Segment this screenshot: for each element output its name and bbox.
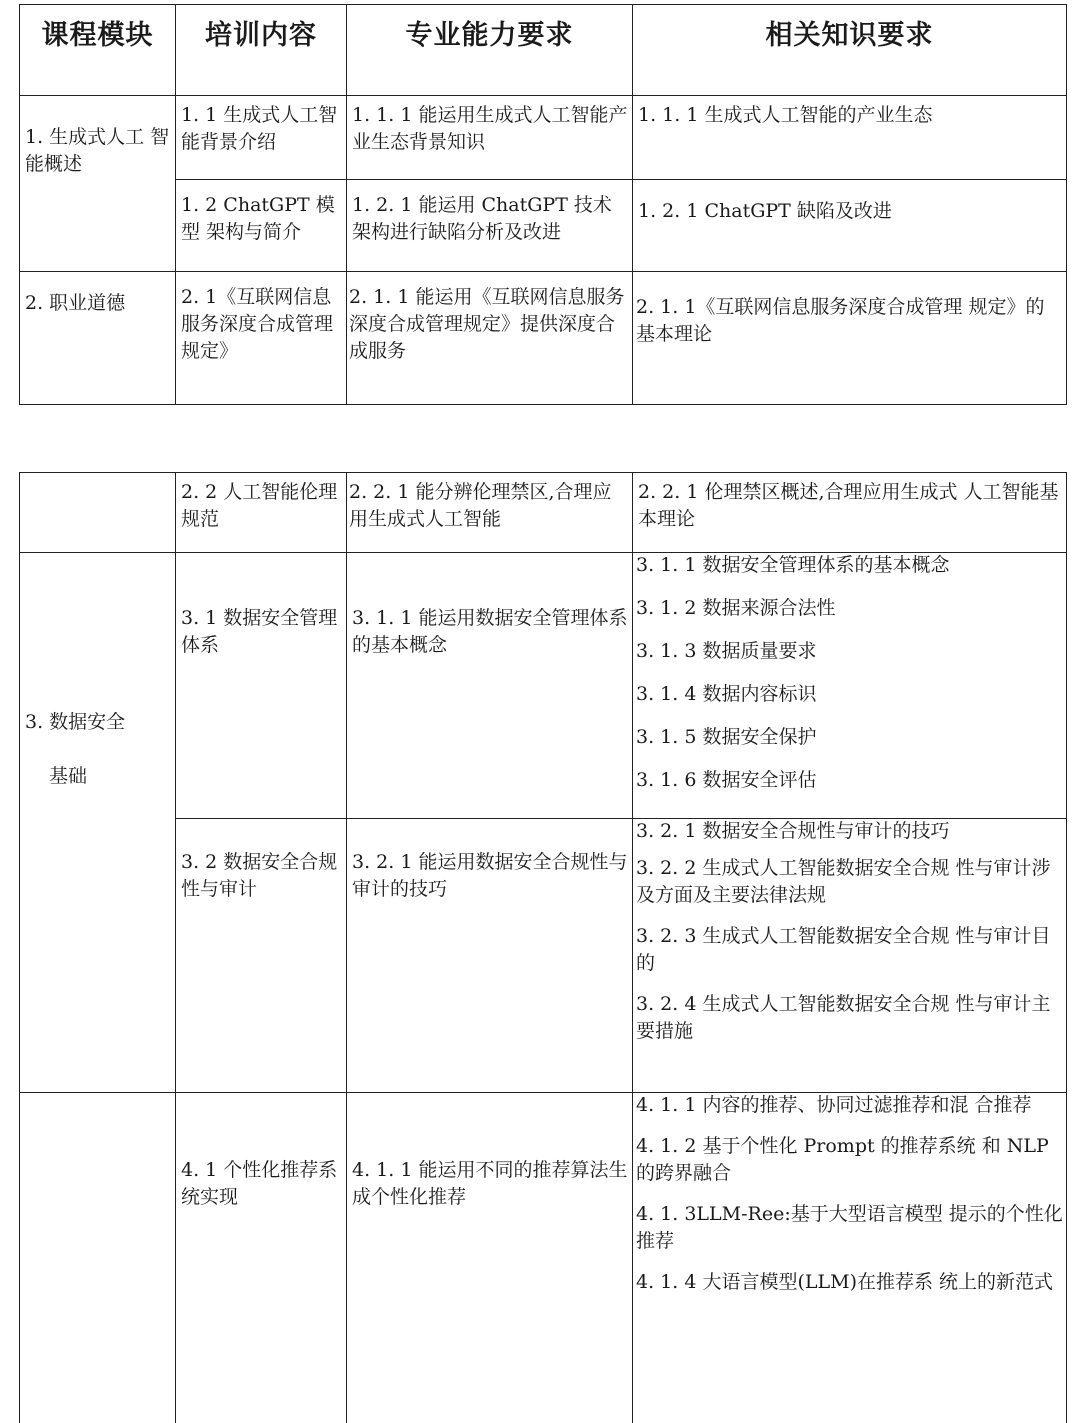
module-label: 2. 职业道德 (25, 292, 126, 314)
content-cell (176, 819, 347, 1093)
knowledge-item: 3. 1. 6 数据安全评估 (636, 769, 817, 791)
knowledge-text: 1. 1. 1 生成式人工智能的产业生态 (638, 104, 933, 126)
knowledge-cell (633, 553, 1067, 819)
knowledge-text: 2. 1. 1《互联网信息服务深度合成管理 规定》的基本理论 (636, 296, 1045, 345)
curriculum-table-top (19, 4, 1067, 405)
knowledge-text: 2. 2. 1 伦理禁区概述,合理应用生成式 人工智能基本理论 (638, 481, 1059, 530)
knowledge-cell (633, 473, 1067, 553)
header-content: 培训内容 (176, 5, 347, 96)
knowledge-cell (633, 180, 1067, 272)
module-cell (20, 553, 176, 1093)
content-text: 2. 2 人工智能伦理 规范 (181, 481, 338, 530)
ability-text: 2. 2. 1 能分辨伦理禁区,合理应用生成式人工智能 (349, 481, 612, 530)
knowledge-item: 3. 2. 4 生成式人工智能数据安全合规 性与审计主要措施 (636, 993, 1051, 1042)
module-label-line: 3. 数据安全 (25, 711, 126, 733)
ability-cell (347, 819, 633, 1093)
content-text: 3. 2 数据安全合规 性与审计 (181, 851, 338, 900)
knowledge-item: 3. 2. 2 生成式人工智能数据安全合规 性与审计涉及方面及主要法律法规 (636, 857, 1051, 906)
content-cell (176, 180, 347, 272)
ability-text: 1. 1. 1 能运用生成式人工智能产业生态背景知识 (352, 104, 628, 153)
ability-cell (347, 96, 633, 180)
table-row (20, 553, 1067, 819)
knowledge-item: 4. 1. 3LLM-Ree:基于大型语言模型 提示的个性化推荐 (636, 1203, 1063, 1252)
ability-cell (347, 1093, 633, 1423)
ability-cell (347, 180, 633, 272)
ability-text: 3. 1. 1 能运用数据安全管理体系的基本概念 (352, 607, 628, 656)
knowledge-cell (633, 819, 1067, 1093)
module-label: 1. 生成式人工 智能概述 (25, 126, 170, 175)
content-cell (176, 96, 347, 180)
content-text: 2. 1《互联网信息服务深度合成管理 规定》 (181, 286, 334, 362)
content-text: 4. 1 个性化推荐系 统实现 (181, 1159, 338, 1208)
module-cell (20, 473, 176, 553)
ability-text: 3. 2. 1 能运用数据安全合规性与审计的技巧 (352, 851, 628, 900)
ability-cell (347, 272, 633, 405)
ability-cell (347, 473, 633, 553)
knowledge-text: 1. 2. 1 ChatGPT 缺陷及改进 (638, 200, 892, 222)
header-module: 课程模块 (20, 5, 176, 96)
knowledge-item: 3. 1. 2 数据来源合法性 (636, 597, 836, 619)
knowledge-item: 3. 2. 1 数据安全合规性与审计的技巧 (636, 820, 950, 842)
table-row (20, 272, 1067, 405)
header-ability: 专业能力要求 (347, 5, 633, 96)
content-text: 1. 1 生成式人工智 能背景介绍 (181, 104, 338, 153)
module-label (20, 553, 175, 788)
header-row (20, 5, 1067, 96)
table-row (20, 473, 1067, 553)
knowledge-cell (633, 96, 1067, 180)
knowledge-item: 3. 1. 3 数据质量要求 (636, 640, 817, 662)
knowledge-item: 3. 1. 1 数据安全管理体系的基本概念 (636, 554, 950, 576)
table-row (20, 819, 1067, 1093)
header-knowledge: 相关知识要求 (633, 5, 1067, 96)
module-cell (20, 272, 176, 405)
content-cell (176, 272, 347, 405)
ability-text: 4. 1. 1 能运用不同的推荐算法生成个性化推荐 (352, 1159, 628, 1208)
ability-text: 1. 2. 1 能运用 ChatGPT 技术架构进行缺陷分析及改进 (352, 194, 612, 243)
content-text: 3. 1 数据安全管理 体系 (181, 607, 338, 656)
knowledge-item: 4. 1. 4 大语言模型(LLM)在推荐系 统上的新范式 (636, 1271, 1054, 1293)
knowledge-item: 4. 1. 1 内容的推荐、协同过滤推荐和混 合推荐 (636, 1094, 1032, 1116)
table-row (20, 180, 1067, 272)
module-label-line: 基础 (49, 765, 88, 787)
knowledge-cell (633, 272, 1067, 405)
content-cell (176, 473, 347, 553)
curriculum-table-bottom (19, 472, 1067, 1423)
knowledge-item: 3. 2. 3 生成式人工智能数据安全合规 性与审计目的 (636, 925, 1051, 974)
content-cell (176, 553, 347, 819)
knowledge-cell (633, 1093, 1067, 1423)
content-text: 1. 2 ChatGPT 模型 架构与简介 (181, 194, 335, 243)
ability-cell (347, 553, 633, 819)
knowledge-item: 4. 1. 2 基于个性化 Prompt 的推荐系统 和 NLP 的跨界融合 (636, 1135, 1049, 1184)
table-row (20, 96, 1067, 180)
module-cell (20, 1093, 176, 1423)
module-cell (20, 96, 176, 272)
table-row (20, 1093, 1067, 1423)
content-cell (176, 1093, 347, 1423)
ability-text: 2. 1. 1 能运用《互联网信息服务深度合成管理规定》提供深度合成服务 (349, 286, 625, 362)
knowledge-item: 3. 1. 5 数据安全保护 (636, 726, 817, 748)
knowledge-item: 3. 1. 4 数据内容标识 (636, 683, 817, 705)
